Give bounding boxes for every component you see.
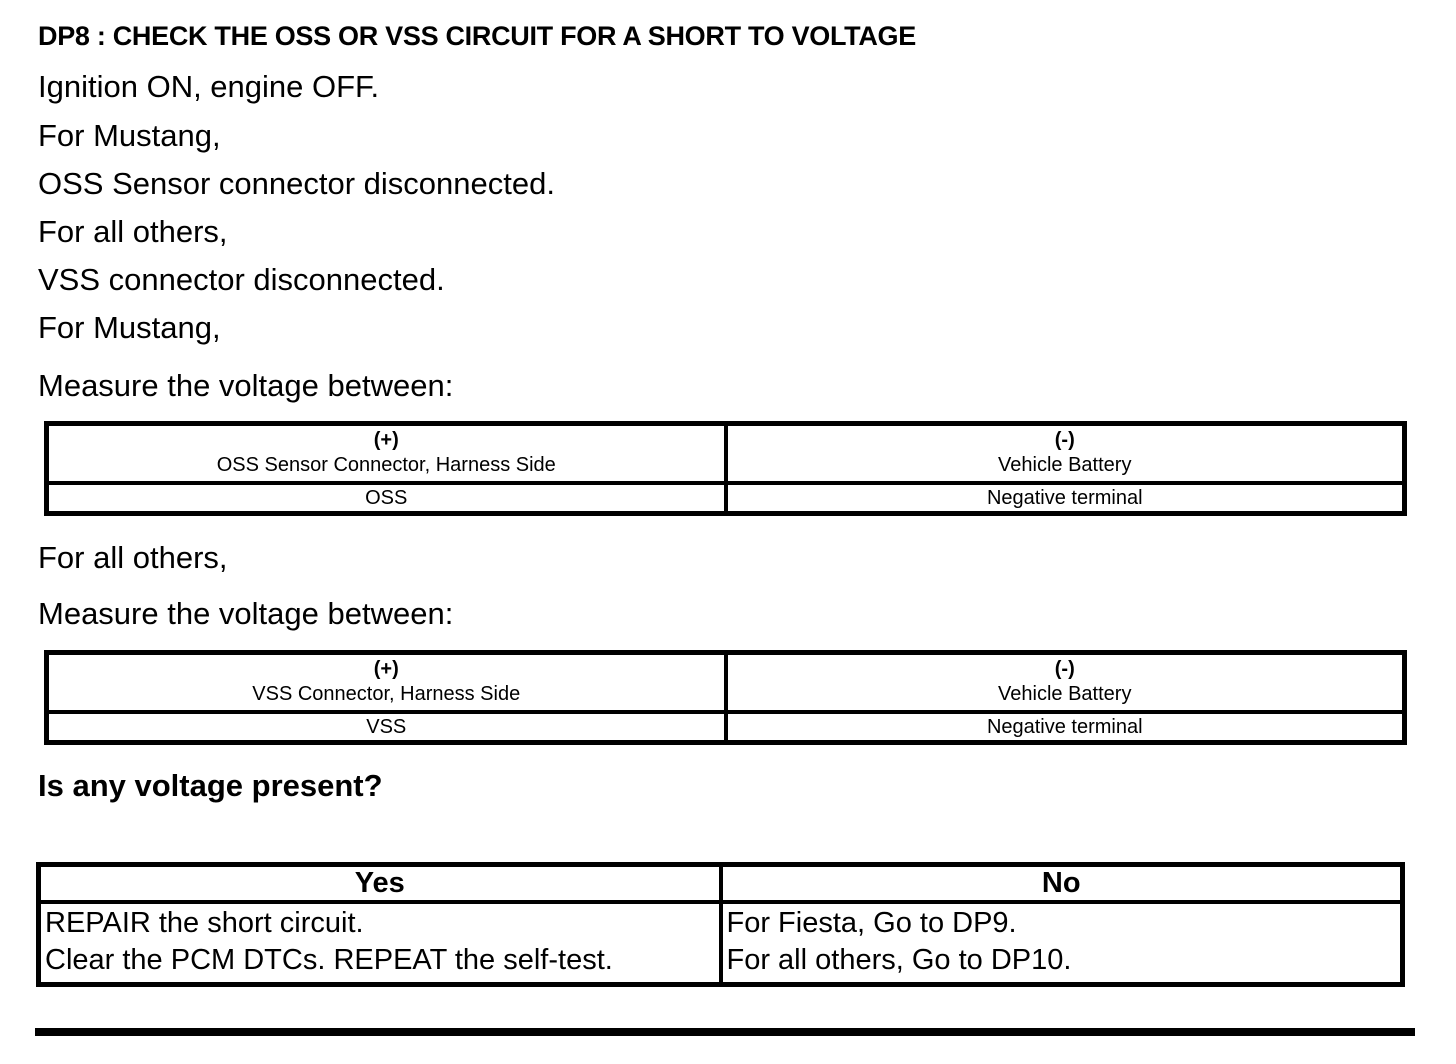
yes-column-header: Yes [39,865,721,903]
plus-terminal-label: OSS Sensor Connector, Harness Side [216,454,556,476]
yes-action-line: REPAIR the short circuit. [45,907,364,939]
no-action-line: For Fiesta, Go to DP9. [726,907,1017,939]
instruction-line: VSS connector disconnected. [38,262,445,297]
oss-voltage-measurement-table [44,421,1407,516]
yes-action-cell [39,902,721,985]
no-action-line: For all others, Go to DP10. [726,944,1072,976]
instruction-line: Measure the voltage between: [38,368,454,403]
table-header-row [47,424,1405,484]
plus-terminal-header-cell [47,653,726,713]
plus-terminal-label: VSS Connector, Harness Side [252,683,521,705]
plus-terminal-header-cell [47,424,726,484]
instruction-line: Measure the voltage between: [38,596,454,631]
vss-voltage-measurement-table [44,650,1407,745]
instruction-line: OSS Sensor connector disconnected. [38,166,555,201]
instruction-line: Ignition ON, engine OFF. [38,69,380,104]
plus-sign: (+) [373,429,399,451]
table-value-row [47,712,1405,743]
procedure-title: DP8 : CHECK THE OSS OR VSS CIRCUIT FOR A SHORT TO VOLTAGE [38,21,916,51]
yes-no-decision-table [36,862,1405,987]
no-action-cell [721,902,1403,985]
no-column-header: No [721,865,1403,903]
yes-action-line: Clear the PCM DTCs. REPEAT the self-test. [45,944,613,976]
minus-sign: (-) [1054,658,1075,680]
minus-terminal-value: Negative terminal [726,712,1405,743]
instruction-line: For all others, [38,214,228,249]
minus-sign: (-) [1054,429,1075,451]
instruction-line: For Mustang, [38,310,221,345]
minus-terminal-label: Vehicle Battery [998,454,1132,476]
plus-terminal-value: VSS [47,712,726,743]
table-value-row [47,483,1405,514]
instruction-line: For Mustang, [38,118,221,153]
plus-sign: (+) [373,658,399,680]
minus-terminal-label: Vehicle Battery [998,683,1132,705]
decision-question: Is any voltage present? [38,768,383,803]
plus-terminal-value: OSS [47,483,726,514]
minus-terminal-header-cell [726,653,1405,713]
minus-terminal-value: Negative terminal [726,483,1405,514]
decision-body-row [39,902,1403,985]
page-bottom-rule [35,1028,1415,1036]
decision-header-row [39,865,1403,903]
table-header-row [47,653,1405,713]
instruction-line: For all others, [38,540,228,575]
minus-terminal-header-cell [726,424,1405,484]
